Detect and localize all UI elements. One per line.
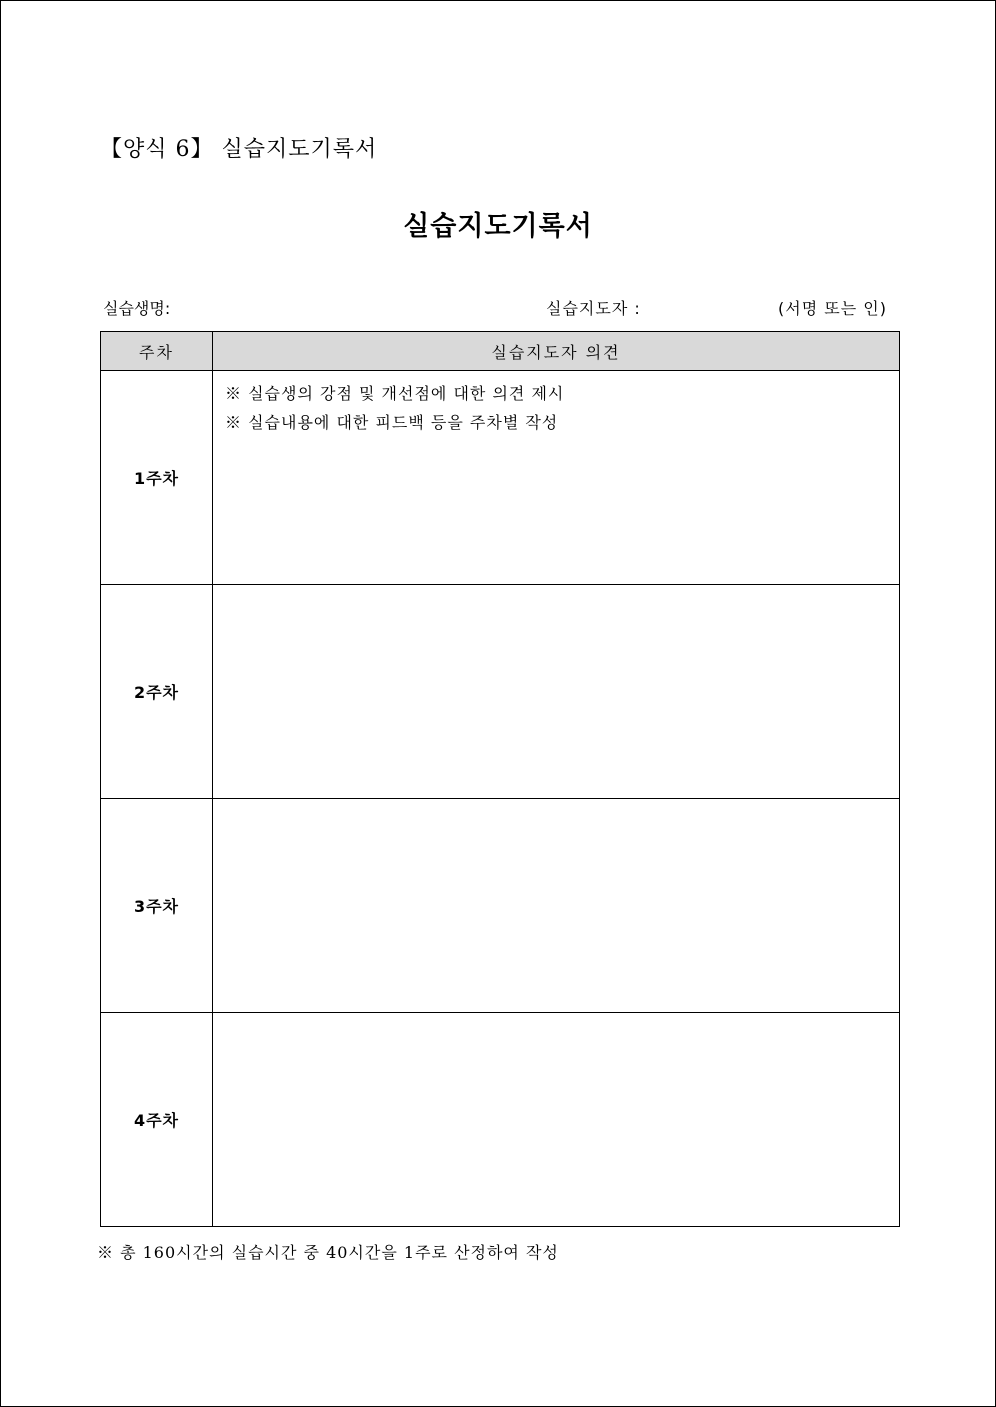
signature-label: (서명 또는 인) — [778, 299, 887, 318]
table-row — [101, 585, 900, 799]
note-line: ※ 실습내용에 대한 피드백 등을 주차별 작성 — [225, 413, 559, 432]
form-label: 【양식 6】 실습지도기록서 — [100, 137, 378, 162]
note-line: ※ 실습생의 강점 및 개선점에 대한 의견 제시 — [225, 384, 565, 403]
week-label-4: 4주차 — [101, 1013, 213, 1227]
week-label-2: 2주차 — [101, 585, 213, 799]
student-name-label: 실습생명: — [103, 299, 171, 318]
header-instructor-opinion: 실습지도자 의견 — [213, 332, 900, 371]
page-title: 실습지도기록서 — [403, 211, 593, 242]
note-list — [213, 371, 899, 437]
week-label-1: 1주차 — [101, 371, 213, 585]
opinion-cell-1[interactable] — [213, 371, 900, 585]
table-row — [101, 799, 900, 1013]
instructor-label: 실습지도자 : — [546, 299, 641, 318]
record-table — [100, 331, 900, 1227]
table-row — [101, 371, 900, 585]
opinion-cell-2[interactable] — [213, 585, 900, 799]
footnote: ※ 총 160시간의 실습시간 중 40시간을 1주로 산정하여 작성 — [97, 1243, 559, 1262]
opinion-cell-3[interactable] — [213, 799, 900, 1013]
opinion-cell-4[interactable] — [213, 1013, 900, 1227]
header-week: 주차 — [101, 332, 213, 371]
table-row — [101, 1013, 900, 1227]
table-header-row — [101, 332, 900, 371]
week-label-3: 3주차 — [101, 799, 213, 1013]
